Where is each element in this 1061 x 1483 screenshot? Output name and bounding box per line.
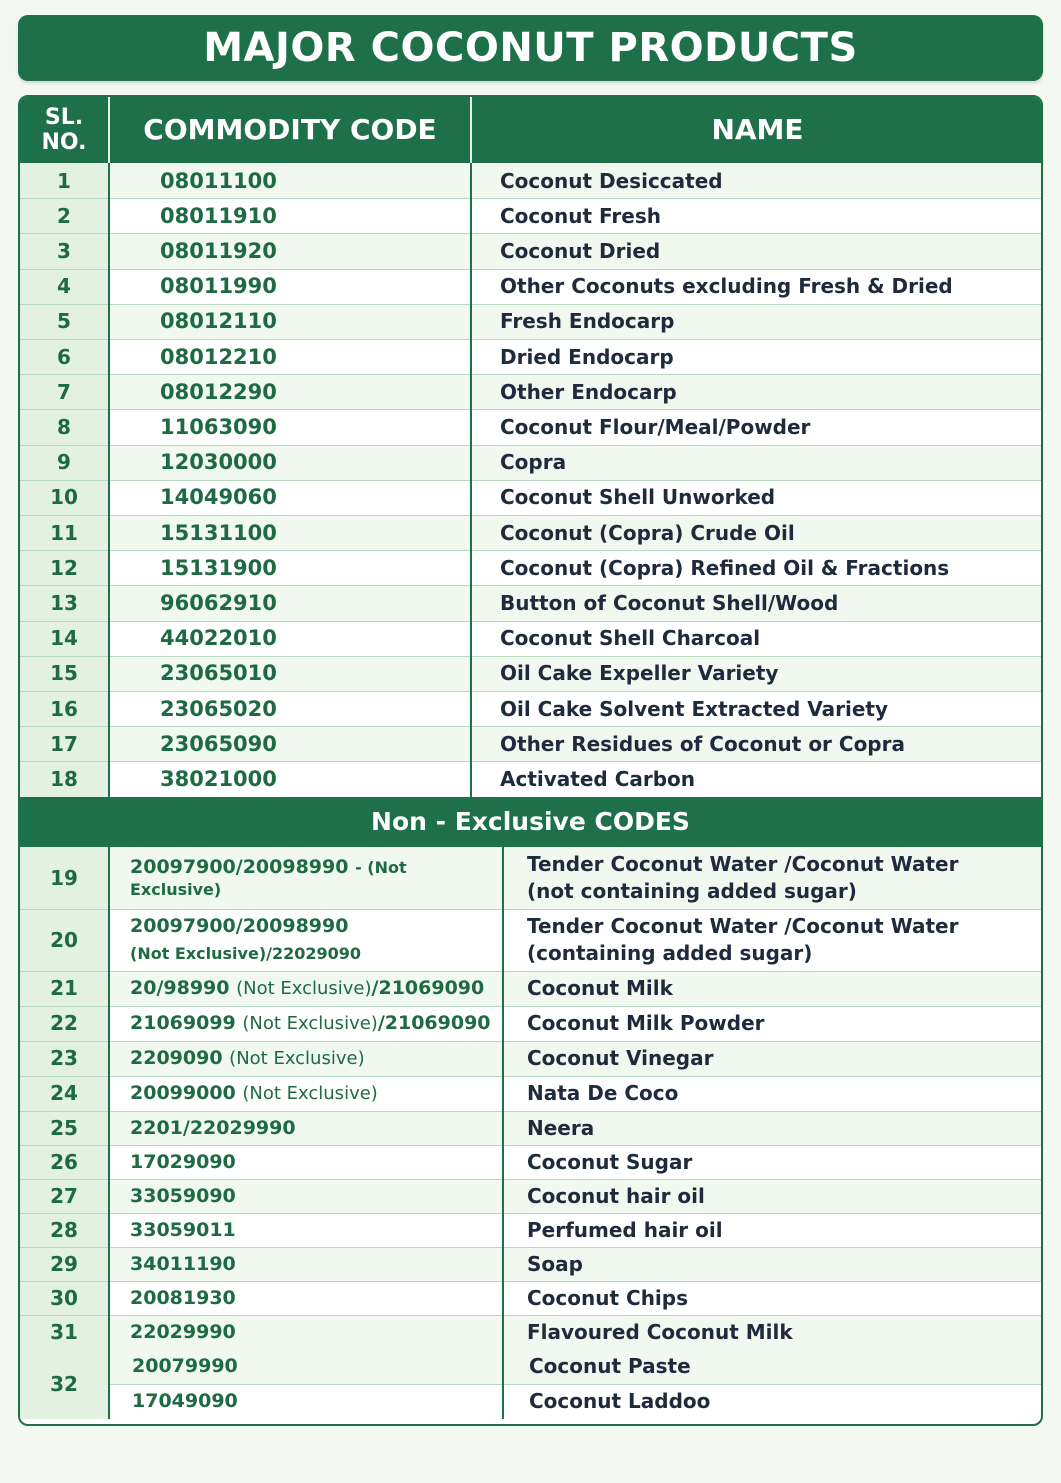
- table-row: [20, 339, 1041, 374]
- sl-no-cell: 32: [20, 1349, 108, 1419]
- product-name-cell: Button of Coconut Shell/Wood: [500, 590, 839, 615]
- product-name-cell: [527, 847, 1037, 909]
- product-name: Perfumed hair oil: [527, 1217, 723, 1242]
- table-row: [20, 304, 1041, 339]
- product-name-cell: [527, 1111, 1037, 1145]
- row-divider: [108, 1384, 1043, 1385]
- code-value: 22029990: [130, 1320, 236, 1343]
- commodity-code-cell: 11063090: [160, 414, 277, 439]
- table-row: [20, 233, 1041, 268]
- row-divider: [20, 621, 1041, 622]
- table-row: [20, 971, 1041, 1006]
- table-row: [20, 1145, 1041, 1179]
- row-divider: [20, 480, 1041, 481]
- product-name: Tender Coconut Water /Coconut Water: [527, 913, 959, 938]
- sl-no-cell: 13: [20, 585, 108, 620]
- table-row: [20, 409, 1041, 444]
- table-row: [20, 847, 1041, 909]
- column-divider: [470, 163, 472, 797]
- table-row: [20, 163, 1041, 198]
- product-name-cell: [527, 1315, 1037, 1349]
- section-title-non-exclusive: Non - Exclusive CODES: [20, 797, 1041, 847]
- product-name: Coconut hair oil: [527, 1183, 705, 1208]
- code-value-line2: (Not Exclusive)/22029090: [130, 943, 362, 963]
- table-row: [20, 1006, 1041, 1041]
- code-value: 17029090: [130, 1150, 236, 1173]
- sl-no-cell: 8: [20, 409, 108, 444]
- table-row: [20, 909, 1041, 971]
- commodity-code-cell: [130, 1315, 500, 1349]
- sl-no-cell: 10: [20, 480, 108, 515]
- not-exclusive-note: - (Not Exclusive): [130, 857, 407, 899]
- row-divider: [20, 1041, 1041, 1042]
- row-divider: [20, 1281, 1041, 1282]
- commodity-code-cell: 08012110: [160, 309, 277, 334]
- product-name-cell: Coconut Fresh: [500, 203, 661, 228]
- commodity-code-cell: 08012210: [160, 344, 277, 369]
- sl-no-cell: 23: [20, 1041, 108, 1076]
- product-name-cell: Coconut Flour/Meal/Powder: [500, 414, 811, 439]
- sl-no-cell: 11: [20, 515, 108, 550]
- product-name: Coconut Chips: [527, 1285, 689, 1310]
- table-row: [20, 1247, 1041, 1281]
- commodity-code-cell: 14049060: [160, 485, 277, 510]
- table-row: [20, 656, 1041, 691]
- product-name-cell: Coconut Shell Unworked: [500, 485, 776, 510]
- table-row: [20, 691, 1041, 726]
- table-row: [20, 1384, 1041, 1419]
- product-name-cell: Oil Cake Expeller Variety: [500, 661, 779, 686]
- sl-no-cell: 3: [20, 233, 108, 268]
- product-name-cell: Activated Carbon: [500, 766, 696, 791]
- row-divider: [20, 656, 1041, 657]
- not-exclusive-note: (Not Exclusive): [242, 1013, 378, 1035]
- commodity-code-cell: 23065020: [160, 696, 277, 721]
- product-name: Soap: [527, 1251, 583, 1276]
- code-value: 21069099: [130, 1012, 236, 1035]
- row-divider: [20, 691, 1041, 692]
- row-divider: [20, 445, 1041, 446]
- product-name-line2: (not containing added sugar): [527, 878, 857, 903]
- commodity-code-cell: 15131100: [160, 520, 277, 545]
- table-row: [20, 515, 1041, 550]
- table-row: [20, 198, 1041, 233]
- sl-no-cell: 2: [20, 198, 108, 233]
- commodity-code-cell: [130, 971, 500, 1006]
- commodity-code-cell: 20079990: [132, 1355, 238, 1378]
- product-name-cell: Fresh Endocarp: [500, 309, 675, 334]
- product-name: Coconut Milk: [527, 976, 673, 1001]
- product-name-cell: [527, 971, 1037, 1006]
- sl-no-cell: 26: [20, 1145, 108, 1179]
- code-value: 20081930: [130, 1286, 236, 1309]
- product-name-cell: Other Residues of Coconut or Copra: [500, 731, 905, 756]
- sl-no-cell: 15: [20, 656, 108, 691]
- sl-no-cell: 17: [20, 726, 108, 761]
- row-divider: [20, 1111, 1041, 1112]
- row-divider: [20, 585, 1041, 586]
- table-row: [20, 1213, 1041, 1247]
- table-row: [20, 1179, 1041, 1213]
- product-name-cell: [527, 1281, 1037, 1315]
- table-row: [20, 1349, 1041, 1384]
- product-name-cell: Oil Cake Solvent Extracted Variety: [500, 696, 889, 721]
- commodity-code-cell: [130, 1111, 500, 1145]
- row-divider: [20, 1145, 1041, 1146]
- commodity-code-cell: [130, 1247, 500, 1281]
- table-row: [20, 269, 1041, 304]
- product-name-cell: Coconut (Copra) Crude Oil: [500, 520, 795, 545]
- commodity-code-cell: [130, 1145, 500, 1179]
- row-divider: [20, 233, 1041, 234]
- product-name-cell: [527, 1145, 1037, 1179]
- code-value: 20099000: [130, 1082, 236, 1105]
- row-divider: [20, 1213, 1041, 1214]
- sl-no-cell: 1: [20, 163, 108, 198]
- sl-no-cell: 21: [20, 971, 108, 1006]
- table-row: [20, 374, 1041, 409]
- commodity-code-cell: [130, 1006, 500, 1041]
- product-name: Tender Coconut Water /Coconut Water: [527, 851, 959, 876]
- table-row: [20, 480, 1041, 515]
- header-commodity-code: COMMODITY CODE: [143, 113, 437, 146]
- code-value: 20097900/20098990: [130, 855, 349, 878]
- product-name: Coconut Sugar: [527, 1149, 693, 1174]
- product-name-cell: Other Endocarp: [500, 379, 677, 404]
- code-value-tail: /21069090: [377, 1012, 491, 1035]
- row-divider: [20, 550, 1041, 551]
- sl-no-cell: 30: [20, 1281, 108, 1315]
- product-name: Coconut Vinegar: [527, 1046, 714, 1071]
- row-divider: [20, 515, 1041, 516]
- row-divider: [20, 339, 1041, 340]
- table-row: [20, 1281, 1041, 1315]
- row-divider: [20, 198, 1041, 199]
- commodity-code-cell: [130, 1213, 500, 1247]
- commodity-code-cell: [130, 1076, 500, 1111]
- sl-no-cell: 27: [20, 1179, 108, 1213]
- sl-no-cell: 29: [20, 1247, 108, 1281]
- sl-no-cell: 19: [20, 847, 108, 909]
- product-name-cell: Coconut Paste: [529, 1354, 691, 1379]
- table-row: [20, 621, 1041, 656]
- code-value: 33059090: [130, 1184, 236, 1207]
- commodity-code-cell: 17049090: [132, 1390, 238, 1413]
- row-divider: [20, 1179, 1041, 1180]
- table-row: [20, 445, 1041, 480]
- code-value: 20/98990: [130, 977, 230, 1000]
- commodity-code-cell: 96062910: [160, 590, 277, 615]
- sl-no-cell: 31: [20, 1315, 108, 1349]
- commodity-code-cell: 12030000: [160, 450, 277, 475]
- code-value: 20097900/20098990: [130, 914, 349, 937]
- product-name-cell: [527, 1041, 1037, 1076]
- product-name: Neera: [527, 1115, 595, 1140]
- header-name: NAME: [711, 113, 804, 146]
- commodity-code-cell: [130, 1281, 500, 1315]
- code-value: 34011190: [130, 1252, 236, 1275]
- product-name-cell: Coconut (Copra) Refined Oil & Fractions: [500, 555, 950, 580]
- table-row: [20, 550, 1041, 585]
- row-divider: [20, 1315, 1041, 1316]
- row-divider: [20, 971, 1041, 972]
- product-name-cell: [527, 1247, 1037, 1281]
- sl-no-cell: 6: [20, 339, 108, 374]
- not-exclusive-note: (Not Exclusive): [242, 1083, 378, 1105]
- commodity-code-cell: 23065010: [160, 661, 277, 686]
- table-row: [20, 585, 1041, 620]
- sl-no-cell: 16: [20, 691, 108, 726]
- products-table: [18, 95, 1043, 1426]
- product-name: Coconut Milk Powder: [527, 1011, 765, 1036]
- commodity-code-cell: 08011100: [160, 168, 277, 193]
- sl-no-cell: 25: [20, 1111, 108, 1145]
- product-name-cell: Coconut Shell Charcoal: [500, 626, 761, 651]
- table-row: [20, 726, 1041, 761]
- product-name-cell: Coconut Laddoo: [529, 1389, 711, 1414]
- product-name-cell: Dried Endocarp: [500, 344, 674, 369]
- commodity-code-cell: 08012290: [160, 379, 277, 404]
- column-divider: [108, 163, 110, 797]
- product-name-cell: [527, 1179, 1037, 1213]
- product-name-cell: Other Coconuts excluding Fresh & Dried: [500, 274, 953, 299]
- sl-no-cell: 7: [20, 374, 108, 409]
- row-divider: [20, 726, 1041, 727]
- product-name-cell: [527, 1076, 1037, 1111]
- table-row: [20, 1315, 1041, 1349]
- commodity-code-cell: 44022010: [160, 626, 277, 651]
- commodity-code-cell: 08011990: [160, 274, 277, 299]
- header-sl-no: SL. NO.: [41, 105, 87, 155]
- row-divider: [20, 1006, 1041, 1007]
- product-name: Flavoured Coconut Milk: [527, 1319, 793, 1344]
- commodity-code-cell: [130, 1041, 500, 1076]
- table-row: [20, 1111, 1041, 1145]
- sl-no-cell: 22: [20, 1006, 108, 1041]
- commodity-code-cell: 38021000: [160, 766, 277, 791]
- sl-no-cell: 9: [20, 445, 108, 480]
- sl-no-cell: 20: [20, 909, 108, 971]
- product-name-cell: Coconut Dried: [500, 238, 661, 263]
- commodity-code-cell: 08011920: [160, 238, 277, 263]
- row-divider: [20, 909, 1041, 910]
- product-name-cell: [527, 1006, 1037, 1041]
- code-value: 2201/22029990: [130, 1116, 296, 1139]
- product-name-cell: Coconut Desiccated: [500, 168, 723, 193]
- product-name-cell: [527, 1213, 1037, 1247]
- commodity-code-cell: [130, 1179, 500, 1213]
- sl-no-cell: 24: [20, 1076, 108, 1111]
- commodity-code-cell: 08011910: [160, 203, 277, 228]
- product-name-cell: [527, 909, 1037, 971]
- not-exclusive-note: (Not Exclusive): [236, 978, 372, 1000]
- row-divider: [20, 409, 1041, 410]
- row-divider: [20, 374, 1041, 375]
- page-title: MAJOR COCONUT PRODUCTS: [18, 15, 1043, 81]
- code-value: 2209090: [130, 1047, 223, 1070]
- sl-no-cell: 14: [20, 621, 108, 656]
- commodity-code-cell: 23065090: [160, 731, 277, 756]
- table-row: [20, 1041, 1041, 1076]
- column-divider: [502, 847, 504, 1419]
- row-divider: [20, 304, 1041, 305]
- product-name-line2: (containing added sugar): [527, 940, 813, 965]
- sl-no-cell: 4: [20, 269, 108, 304]
- commodity-code-cell: [130, 909, 500, 971]
- column-divider: [108, 847, 110, 1419]
- product-name: Nata De Coco: [527, 1081, 679, 1106]
- sl-no-cell: 12: [20, 550, 108, 585]
- commodity-code-cell: [130, 847, 500, 909]
- row-divider: [20, 269, 1041, 270]
- sl-no-cell: 18: [20, 761, 108, 796]
- code-value: 33059011: [130, 1218, 236, 1241]
- product-name-cell: Copra: [500, 450, 567, 475]
- code-value-tail: /21069090: [371, 977, 485, 1000]
- not-exclusive-note: (Not Exclusive): [229, 1048, 365, 1070]
- sl-no-cell: 5: [20, 304, 108, 339]
- table-row: [20, 1076, 1041, 1111]
- table-header: [20, 97, 1041, 163]
- row-divider: [20, 1247, 1041, 1248]
- row-divider: [20, 761, 1041, 762]
- table-row: [20, 761, 1041, 796]
- row-divider: [20, 1076, 1041, 1077]
- sl-no-cell: 28: [20, 1213, 108, 1247]
- commodity-code-cell: 15131900: [160, 555, 277, 580]
